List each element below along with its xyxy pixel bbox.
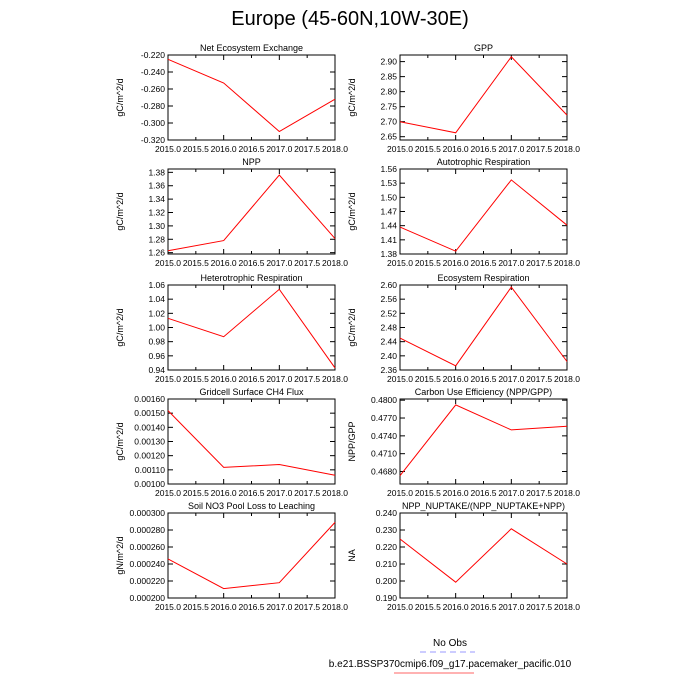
y-tick-label: 0.200: [375, 576, 397, 586]
y-tick-label: 0.00160: [134, 394, 165, 404]
y-tick-label: 0.000240: [129, 559, 165, 569]
y-tick-label: 2.70: [380, 116, 397, 127]
plot-frame: [400, 169, 567, 254]
y-tick-label: 0.00110: [134, 464, 165, 475]
y-tick-label: 2.48: [380, 322, 397, 333]
y-tick-label: 0.94: [148, 365, 165, 375]
x-tick-label: 2016.5: [238, 258, 265, 268]
y-tick-label: 1.28: [148, 234, 165, 245]
plot-frame: [168, 55, 335, 140]
plot-frame: [168, 399, 335, 484]
panel-5: [347, 273, 580, 384]
x-tick-label: 2016.0: [210, 488, 237, 498]
y-tick-label: 0.96: [148, 350, 165, 361]
x-tick-label: 2015.5: [182, 602, 209, 612]
x-tick-label: 2016.0: [442, 258, 469, 268]
y-tick-label: 0.000280: [129, 525, 165, 535]
y-tick-label: 1.50: [380, 192, 397, 203]
x-tick-label: 2015.0: [155, 488, 181, 498]
series-line: [400, 287, 567, 366]
x-tick-label: 2017.5: [526, 374, 553, 384]
panel-0: [115, 43, 348, 154]
y-tick-label: 2.85: [380, 71, 397, 82]
x-tick-label: 2018.0: [554, 144, 580, 154]
x-tick-label: 2017.5: [526, 602, 553, 612]
x-tick-label: 2018.0: [554, 602, 580, 612]
y-axis-label: gC/m^2/d: [115, 422, 125, 461]
x-tick-label: 2015.0: [155, 144, 181, 154]
panel-title: NPP: [242, 157, 261, 167]
y-tick-label: 1.38: [380, 249, 397, 259]
x-tick-label: 2015.0: [155, 374, 181, 384]
y-axis-label: gC/m^2/d: [347, 308, 357, 347]
y-tick-label: 0.00130: [134, 436, 165, 447]
y-axis-label: gN/m^2/d: [115, 536, 125, 575]
series-line: [400, 57, 567, 133]
y-tick-label: 0.4740: [371, 430, 397, 441]
x-tick-label: 2015.0: [387, 488, 413, 498]
x-tick-label: 2017.5: [526, 488, 553, 498]
x-tick-label: 2018.0: [554, 258, 580, 268]
x-tick-label: 2016.0: [210, 602, 237, 612]
plot-frame: [168, 169, 335, 254]
panel-title: Soil NO3 Pool Loss to Leaching: [187, 501, 316, 511]
x-tick-label: 2015.0: [387, 144, 413, 154]
y-tick-label: 0.000260: [129, 542, 165, 552]
series-line: [168, 289, 335, 368]
y-tick-label: 1.02: [148, 308, 165, 319]
x-tick-label: 2017.0: [266, 488, 293, 498]
panel-4: [115, 273, 348, 384]
x-tick-label: 2018.0: [322, 144, 348, 154]
x-tick-label: 2017.0: [498, 488, 525, 498]
x-tick-label: 2015.5: [414, 258, 441, 268]
x-tick-label: 2017.0: [498, 144, 525, 154]
x-tick-label: 2016.5: [470, 602, 497, 612]
y-tick-label: 2.90: [380, 56, 397, 67]
y-tick-label: -0.220: [140, 50, 165, 60]
y-tick-label: 0.4680: [371, 466, 397, 477]
y-tick-label: 0.210: [375, 559, 397, 569]
x-tick-label: 2018.0: [554, 488, 580, 498]
x-tick-label: 2018.0: [554, 374, 580, 384]
y-axis-label: gC/m^2/d: [115, 78, 125, 117]
y-axis-label: gC/m^2/d: [115, 192, 125, 231]
x-tick-label: 2018.0: [322, 602, 348, 612]
x-tick-label: 2015.5: [182, 258, 209, 268]
y-tick-label: 1.53: [380, 178, 397, 189]
y-tick-label: 0.98: [148, 336, 165, 347]
y-tick-label: 0.00140: [134, 422, 165, 433]
y-tick-label: 1.41: [380, 234, 397, 245]
y-tick-label: 1.32: [148, 207, 165, 218]
y-tick-label: -0.320: [140, 135, 165, 145]
x-tick-label: 2015.5: [182, 374, 209, 384]
figure-title: Europe (45-60N,10W-30E): [231, 8, 469, 30]
x-tick-label: 2017.5: [294, 144, 321, 154]
plot-frame: [400, 399, 567, 484]
y-tick-label: -0.260: [140, 84, 165, 94]
y-tick-label: 2.80: [380, 86, 397, 97]
y-tick-label: 0.4710: [371, 448, 397, 459]
x-tick-label: 2016.5: [470, 374, 497, 384]
panel-title: NPP_NUPTAKE/(NPP_NUPTAKE+NPP): [402, 501, 565, 511]
y-tick-label: -0.240: [140, 67, 165, 77]
x-tick-label: 2017.5: [526, 258, 553, 268]
x-tick-label: 2018.0: [322, 488, 348, 498]
y-tick-label: 1.56: [380, 164, 397, 174]
x-tick-label: 2015.0: [155, 258, 181, 268]
x-tick-label: 2016.0: [442, 374, 469, 384]
x-tick-label: 2016.0: [210, 374, 237, 384]
panel-8: [115, 501, 348, 612]
y-tick-label: 2.40: [380, 350, 397, 361]
x-tick-label: 2017.0: [498, 258, 525, 268]
x-tick-label: 2018.0: [322, 258, 348, 268]
y-axis-label: gC/m^2/d: [347, 192, 357, 231]
y-tick-label: 2.52: [380, 308, 397, 319]
y-tick-label: 0.000300: [129, 508, 165, 518]
x-tick-label: 2017.5: [294, 258, 321, 268]
plot-frame: [168, 285, 335, 370]
y-axis-label: gC/m^2/d: [347, 78, 357, 117]
series-line: [168, 411, 335, 476]
x-tick-label: 2015.0: [387, 602, 413, 612]
series-line: [168, 522, 335, 588]
x-tick-label: 2017.0: [266, 374, 293, 384]
y-tick-label: 1.26: [148, 247, 165, 258]
y-tick-label: 1.04: [148, 294, 165, 305]
y-tick-label: 2.65: [380, 131, 397, 142]
y-tick-label: 0.00150: [134, 408, 165, 419]
x-tick-label: 2016.5: [238, 144, 265, 154]
panel-3: [347, 157, 580, 268]
x-tick-label: 2017.0: [498, 602, 525, 612]
y-tick-label: 1.30: [148, 220, 165, 231]
y-tick-label: 0.190: [375, 593, 397, 603]
legend-run-label: b.e21.BSSP370cmip6.f09_g17.pacemaker_pacific.010: [328, 659, 572, 670]
x-tick-label: 2015.5: [414, 488, 441, 498]
y-tick-label: 0.000200: [129, 593, 165, 603]
y-tick-label: 2.36: [380, 365, 397, 375]
y-tick-label: -0.280: [140, 101, 165, 111]
y-tick-label: 0.4800: [371, 395, 397, 406]
y-tick-label: 2.75: [380, 101, 397, 112]
x-tick-label: 2015.5: [182, 144, 209, 154]
x-tick-label: 2016.0: [210, 144, 237, 154]
x-tick-label: 2017.5: [294, 602, 321, 612]
x-tick-label: 2016.5: [470, 144, 497, 154]
x-tick-label: 2017.5: [526, 144, 553, 154]
panel-title: Carbon Use Efficiency (NPP/GPP): [414, 387, 553, 397]
y-axis-label: NPP/GPP: [347, 421, 357, 462]
x-tick-label: 2017.5: [294, 374, 321, 384]
x-tick-label: 2015.0: [155, 602, 181, 612]
x-tick-label: 2015.0: [387, 258, 413, 268]
y-tick-label: 0.000220: [129, 576, 165, 586]
x-tick-label: 2016.5: [238, 374, 265, 384]
x-tick-label: 2017.5: [294, 488, 321, 498]
panel-title: GPP: [473, 43, 494, 53]
panel-6: [115, 387, 348, 498]
y-tick-label: -0.300: [140, 118, 165, 128]
x-tick-label: 2015.0: [387, 374, 413, 384]
series-line: [400, 529, 567, 582]
plot-frame: [400, 55, 567, 140]
y-tick-label: 0.00100: [134, 479, 165, 489]
x-tick-label: 2016.0: [442, 488, 469, 498]
panel-title: Autotrophic Respiration: [436, 157, 531, 167]
y-tick-label: 2.56: [380, 294, 397, 305]
y-tick-label: 1.38: [148, 167, 165, 178]
y-tick-label: 2.44: [380, 336, 397, 347]
y-axis-label: NA: [347, 549, 357, 562]
x-tick-label: 2016.0: [442, 144, 469, 154]
y-tick-label: 0.240: [375, 508, 397, 518]
y-tick-label: 0.4770: [371, 413, 397, 424]
x-tick-label: 2015.5: [414, 374, 441, 384]
y-axis-label: gC/m^2/d: [115, 308, 125, 347]
panel-2: [115, 157, 348, 268]
y-tick-label: 1.36: [148, 180, 165, 191]
y-tick-label: 1.47: [380, 206, 397, 217]
y-tick-label: 1.00: [148, 322, 165, 333]
x-tick-label: 2015.5: [414, 602, 441, 612]
x-tick-label: 2016.0: [210, 258, 237, 268]
panel-title: Gridcell Surface CH4 Flux: [199, 387, 304, 397]
series-line: [400, 405, 567, 476]
x-tick-label: 2016.5: [238, 488, 265, 498]
legend-obs-label: No Obs: [433, 638, 467, 649]
x-tick-label: 2017.0: [266, 602, 293, 612]
y-tick-label: 0.230: [375, 525, 397, 535]
panel-title: Net Ecosystem Exchange: [199, 43, 304, 53]
panel-1: [347, 43, 580, 154]
x-tick-label: 2017.0: [266, 144, 293, 154]
series-line: [400, 180, 567, 251]
panel-title: Heterotrophic Respiration: [200, 273, 303, 283]
series-line: [168, 175, 335, 251]
x-tick-label: 2016.5: [470, 488, 497, 498]
x-tick-label: 2015.5: [414, 144, 441, 154]
x-tick-label: 2015.5: [182, 488, 209, 498]
y-tick-label: 1.06: [148, 280, 165, 290]
y-tick-label: 2.60: [380, 280, 397, 290]
x-tick-label: 2016.0: [442, 602, 469, 612]
panel-title: Ecosystem Respiration: [437, 273, 530, 283]
panel-7: [347, 387, 580, 498]
panel-9: [347, 501, 580, 612]
x-tick-label: 2017.0: [266, 258, 293, 268]
x-tick-label: 2016.5: [238, 602, 265, 612]
y-tick-label: 1.44: [380, 220, 397, 231]
y-tick-label: 0.220: [375, 542, 397, 552]
x-tick-label: 2018.0: [322, 374, 348, 384]
y-tick-label: 0.00120: [134, 450, 165, 461]
series-line: [168, 59, 335, 131]
x-tick-label: 2017.0: [498, 374, 525, 384]
x-tick-label: 2016.5: [470, 258, 497, 268]
y-tick-label: 1.34: [148, 194, 165, 205]
